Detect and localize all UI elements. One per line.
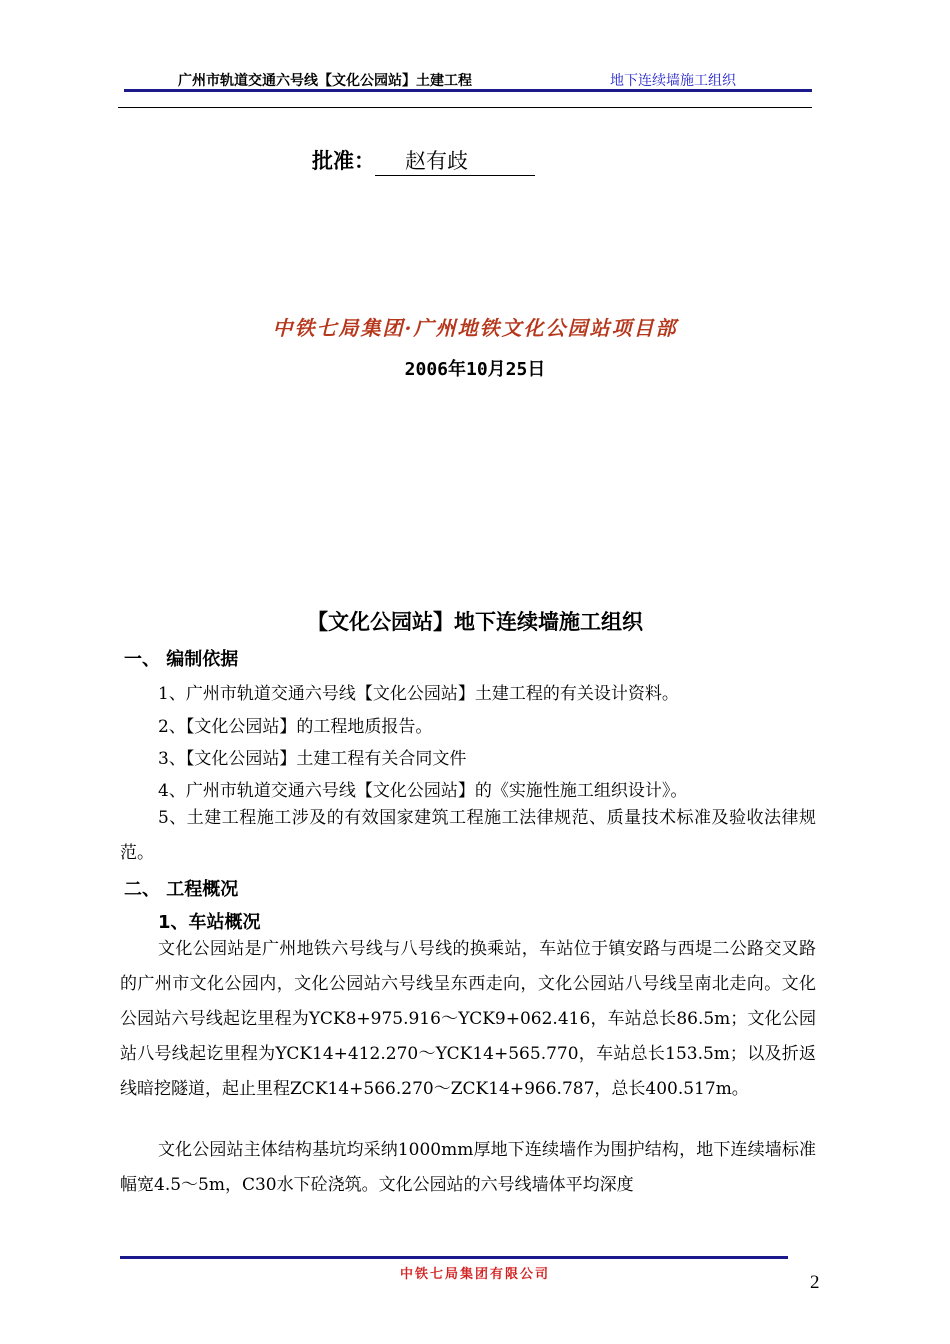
approval-label: 批准： bbox=[312, 149, 375, 173]
footer-company: 中铁七局集团有限公司 bbox=[399, 1267, 550, 1282]
approval-name: 赵有歧 bbox=[375, 145, 535, 176]
header-rule bbox=[124, 89, 812, 92]
approval-line bbox=[312, 145, 535, 176]
structure-paragraph: 文化公园站主体结构基坑均采纳1000mm厚地下连续墙作为围护结构，地下连续墙标准幅宽4.5～5m，C30水下砼浇筑。文化公园站的六号线墙体平均深度 bbox=[120, 1140, 816, 1195]
section-heading-basis: 一、 编制依据 bbox=[124, 649, 239, 670]
footer-rule bbox=[120, 1256, 788, 1259]
basis-item: 1、广州市轨道交通六号线【文化公园站】土建工程的有关设计资料。 bbox=[158, 684, 679, 704]
header-thin-rule bbox=[118, 107, 812, 108]
basis-item-wrapped: 5、土建工程施工涉及的有效国家建筑工程施工法律规范、质量技术标准及验收法律规范。 bbox=[120, 808, 816, 863]
basis-item: 3、【文化公园站】土建工程有关合同文件 bbox=[158, 749, 467, 769]
subsection-heading-station: 1、车站概况 bbox=[158, 912, 261, 933]
header-project-title: 广州市轨道交通六号线【文化公园站】土建工程 bbox=[178, 73, 472, 89]
station-overview-paragraph: 文化公园站是广州地铁六号线与八号线的换乘站，车站位于镇安路与西堤二公路交叉路的广州市文化公园内，文化公园站六号线呈东西走向，文化公园站八号线呈南北走向。文化公园站六号线起讫里程为YCK8+975.916～YCK9+062.416，车站总长86.5m；文化公园站八号线起讫里程为YCK14+412.270～YCK14+565.770，车站总长153.5m；以及折返线暗挖隧道，起止里程ZCK14+566.270～ZCK14+966.787，总长400.517m。 bbox=[120, 939, 816, 1099]
document-title: 【文化公园站】地下连续墙施工组织 bbox=[307, 610, 643, 634]
header-doc-title: 地下连续墙施工组织 bbox=[610, 73, 736, 89]
basis-item: 2、【文化公园站】的工程地质报告。 bbox=[158, 717, 433, 737]
section-heading-overview: 二、 工程概况 bbox=[124, 879, 239, 900]
basis-item: 4、广州市轨道交通六号线【文化公园站】的《实施性施工组织设计》。 bbox=[158, 781, 688, 801]
page-number: 2 bbox=[810, 1272, 820, 1293]
organization-name: 中铁七局集团·广州地铁文化公园站项目部 bbox=[272, 316, 678, 340]
document-date: 2006年10月25日 bbox=[404, 359, 546, 380]
